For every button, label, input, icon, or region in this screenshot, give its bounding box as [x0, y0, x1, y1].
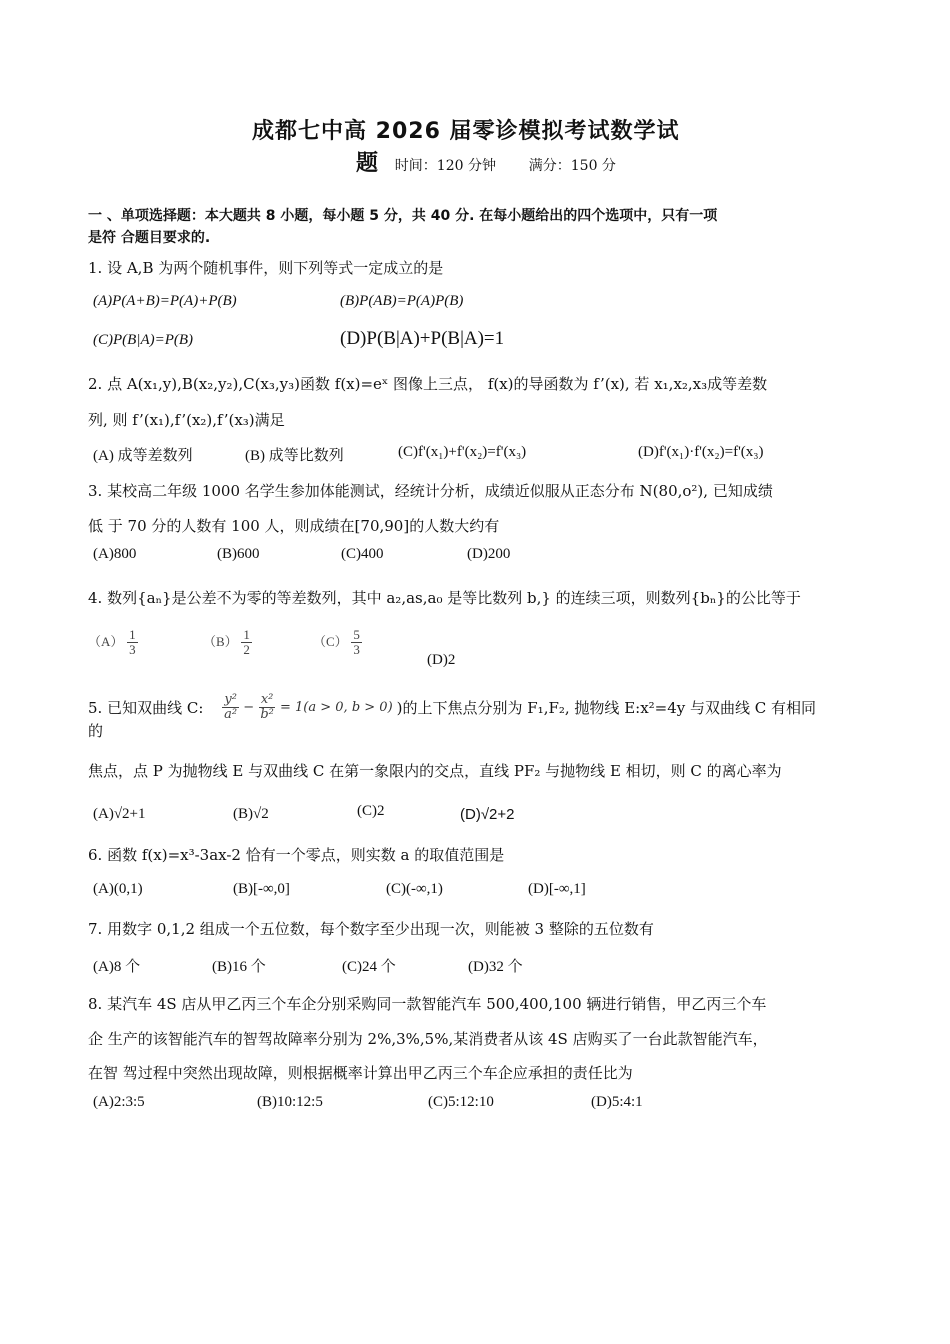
q5-formula-y: y² — [224, 692, 237, 707]
q5-option-c: (C)2 — [357, 803, 385, 819]
q4-option-a-numerator: 1 — [129, 627, 136, 642]
q5-formula-b: b² — [260, 707, 274, 722]
q2-option-b: (B) 成等比数列 — [245, 448, 344, 464]
q2-stem-line1: 2. 点 A(x₁,y),B(x₂,y₂),C(x₃,y₃)函数 f(x)=eˣ 图像上三点， f(x)的导函数为 f’(x), 若 x₁,x₂,x₃成等差数 — [88, 375, 768, 393]
q8-stem-line3: 在智 驾过程中突然出现故障，则根据概率计算出甲乙丙三个车企应承担的责任比为 — [88, 1064, 633, 1082]
q4-option-a — [88, 628, 138, 657]
q2-option-d: (D)f'(x₁)·f'(x₂)=f'(x₃) — [638, 444, 764, 460]
q3-stem-line2: 低 于 70 分的人数有 100 人，则成绩在[70,90]的人数大约有 — [88, 517, 500, 535]
q8-option-b: (B)10:12:5 — [257, 1094, 323, 1110]
q4-option-b-numerator: 1 — [243, 627, 250, 642]
exam-score: 满分：150 分 — [528, 158, 616, 174]
q6-stem: 6. 函数 f(x)=x³-3ax-2 恰有一个零点，则实数 a 的取值范围是 — [88, 846, 505, 864]
q4-option-a-label: （A） — [88, 633, 124, 649]
q4-option-b-fraction — [241, 628, 252, 657]
q5-stem-line3: 焦点，点 P 为抛物线 E 与双曲线 C 在第一象限内的交点，直线 PF₂ 与抛物线 E 相切，则 C 的离心率为 — [88, 762, 782, 780]
q5-stem-suffix: )的上下焦点分别为 F₁,F₂, 抛物线 E:x²=4y 与双曲线 C 有相同 — [396, 699, 817, 717]
q5-formula-frac-y — [222, 693, 239, 722]
q3-option-d: (D)200 — [467, 546, 511, 562]
q6-option-d: (D)[-∞,1] — [528, 881, 586, 897]
q2-stem-line2: 列, 则 f’(x₁),f’(x₂),f’(x₃)满足 — [88, 411, 285, 429]
q7-option-c: (C)24 个 — [342, 959, 396, 975]
q5-stem-line1 — [88, 693, 816, 722]
q1-option-c: (C)P(B|A)=P(B) — [93, 332, 194, 348]
q8-option-c: (C)5:12:10 — [428, 1094, 494, 1110]
q4-option-c-fraction — [351, 628, 362, 657]
q5-formula-rest: = 1(a > 0, b > 0) — [280, 700, 393, 715]
q4-option-b — [203, 628, 252, 657]
q4-option-c-denominator: 3 — [353, 642, 360, 657]
q5-option-d: (D)√2+2 — [460, 806, 515, 823]
exam-time: 时间：120 分钟 — [394, 158, 496, 174]
q8-stem-line1: 8. 某汽车 4S 店从甲乙丙三个车企分别采购同一款智能汽车 500,400,100 辆进行销售，甲乙丙三个车 — [88, 995, 767, 1013]
section-heading-line1: 一 、单项选择题：本大题共 8 小题，每小题 5 分，共 40 分. 在每小题给出的四个选项中，只有一项 — [88, 208, 718, 224]
q2-option-c: (C)f'(x₁)+f'(x₂)=f'(x₃) — [398, 444, 527, 460]
q8-stem-line2: 企 生产的该智能汽车的智驾故障率分别为 2%,3%,5%,某消费者从该 4S 店购买了一台此款智能汽车， — [88, 1030, 768, 1048]
q1-stem: 1. 设 A,B 为两个随机事件，则下列等式一定成立的是 — [88, 259, 444, 277]
q7-option-a: (A)8 个 — [93, 959, 141, 975]
q3-option-a: (A)800 — [93, 546, 137, 562]
section-heading-line2: 是符 合题目要求的. — [88, 230, 211, 246]
q1-option-a: (A)P(A+B)=P(A)+P(B) — [93, 293, 237, 309]
q3-option-c: (C)400 — [341, 546, 384, 562]
q6-option-c: (C)(-∞,1) — [386, 881, 443, 897]
q4-option-b-denominator: 2 — [243, 642, 250, 657]
q5-stem-line2: 的 — [88, 722, 104, 740]
q7-stem: 7. 用数字 0,1,2 组成一个五位数，每个数字至少出现一次，则能被 3 整除的五位数有 — [88, 920, 654, 938]
q3-stem-line1: 3. 某校高二年级 1000 名学生参加体能测试，经统计分析，成绩近似服从正态分布 N(80,o²), 已知成绩 — [88, 482, 773, 500]
q4-option-a-denominator: 3 — [129, 642, 136, 657]
q5-formula-frac-x — [258, 693, 276, 722]
q2-option-a: (A) 成等差数列 — [93, 448, 193, 464]
q4-option-c-label: （C） — [313, 633, 348, 649]
q5-stem-prefix: 5. 已知双曲线 C: — [88, 699, 204, 717]
q7-option-d: (D)32 个 — [468, 959, 523, 975]
q1-option-d: (D)P(B|A)+P(B|A)=1 — [340, 328, 505, 349]
q4-option-a-fraction — [127, 628, 138, 657]
exam-title-line2: 题 — [356, 151, 379, 176]
q5-option-b: (B)√2 — [233, 806, 269, 822]
q4-option-d: (D)2 — [427, 652, 456, 668]
q5-formula-a: a² — [224, 707, 238, 722]
q4-option-b-label: （B） — [203, 633, 238, 649]
q1-option-b: (B)P(AB)=P(A)P(B) — [340, 293, 464, 309]
q7-option-b: (B)16 个 — [212, 959, 266, 975]
q4-stem: 4. 数列{aₙ}是公差不为零的等差数列，其中 a₂,as,a₀ 是等比数列 b,} 的连续三项，则数列{bₙ}的公比等于 — [88, 589, 801, 607]
q8-option-a: (A)2:3:5 — [93, 1094, 145, 1110]
exam-title-line2-wrap — [356, 146, 616, 177]
q3-option-b: (B)600 — [217, 546, 260, 562]
q8-option-d: (D)5:4:1 — [591, 1094, 643, 1110]
q4-option-c-numerator: 5 — [353, 627, 360, 642]
q6-option-b: (B)[-∞,0] — [233, 881, 290, 897]
q4-option-c — [313, 628, 362, 657]
q5-hyperbola-formula: $\frac{\text{y²}}{\text{a²}}$ − $\frac{\text{x²}}{\text{b²}}$ = 1(a > 0, b > 0) — [224, 692, 393, 722]
q5-option-a: (A)√2+1 — [93, 806, 146, 822]
q6-option-a: (A)(0,1) — [93, 881, 143, 897]
q5-formula-x: x² — [260, 692, 274, 707]
exam-title-line1: 成都七中高 2026 届零诊模拟考试数学试 — [252, 119, 680, 144]
